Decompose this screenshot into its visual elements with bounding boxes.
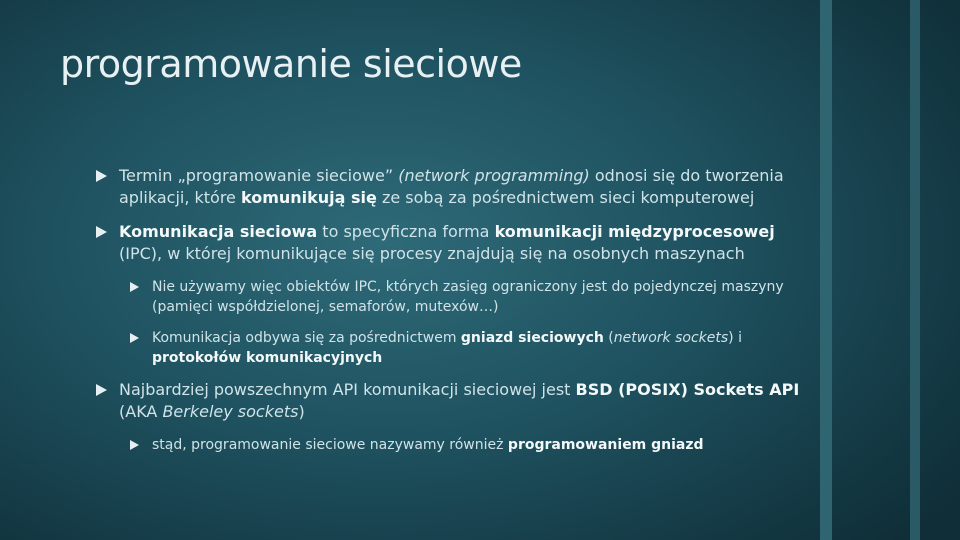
bullet-text: stąd, programowanie sieciowe nazywamy również (152, 437, 508, 453)
bullet-text: odnosi się do tworzenia aplikacji, które (119, 166, 784, 207)
bullet-text: ) (298, 402, 305, 421)
bullet-item (96, 221, 816, 265)
bullet-text: ) i (728, 330, 742, 346)
triangle-arrow-right-icon (96, 226, 107, 238)
decorative-stripe (910, 0, 920, 540)
bullet-text: Nie używamy więc obiektów IPC, których zasięg ograniczony jest do pojedynczej maszyny (pamięci współdzielonej, semaforów, mutexów…) (152, 279, 784, 315)
bullet-text-bold: komunikacji międzyprocesowej (494, 222, 775, 241)
triangle-arrow-right-icon (130, 333, 139, 343)
slide-title: programowanie sieciowe (60, 42, 522, 86)
bullet-text: (IPC), w której komunikujące się procesy znajdują się na osobnych maszynach (119, 244, 745, 263)
decorative-stripe (820, 0, 832, 540)
bullet-text-italic: Berkeley sockets (162, 402, 299, 421)
bullet-text-italic: (network programming) (398, 166, 590, 185)
bullet-text: (AKA (119, 402, 163, 421)
bullet-list (96, 165, 816, 466)
bullet-text: Termin „programowanie sieciowe” (119, 166, 399, 185)
bullet-text-bold: gniazd sieciowych (460, 330, 604, 346)
sub-bullet-item (130, 328, 816, 368)
bullet-text-bold: Komunikacja sieciowa (119, 222, 318, 241)
bullet-text: ( (603, 330, 614, 346)
sub-bullet-item (130, 435, 816, 455)
bullet-text-bold: programowaniem gniazd (507, 437, 704, 453)
bullet-text-bold: komunikują się (240, 188, 377, 207)
triangle-arrow-right-icon (130, 440, 139, 450)
bullet-item (96, 165, 816, 209)
sub-bullet-item (130, 277, 816, 317)
triangle-arrow-right-icon (130, 282, 139, 292)
bullet-text-bold: BSD (POSIX) Sockets API (575, 380, 800, 399)
bullet-text: to specyficzna forma (317, 222, 495, 241)
bullet-text: ze sobą za pośrednictwem sieci komputerowej (376, 188, 755, 207)
bullet-item (96, 379, 816, 423)
bullet-text: Komunikacja odbywa się za pośrednictwem (152, 330, 461, 346)
bullet-text: Najbardziej powszechnym API komunikacji sieciowej jest (119, 380, 576, 399)
bullet-text-bold: protokołów komunikacyjnych (152, 350, 383, 366)
triangle-arrow-right-icon (96, 384, 107, 396)
bullet-text-italic: network sockets (613, 330, 729, 346)
triangle-arrow-right-icon (96, 170, 107, 182)
